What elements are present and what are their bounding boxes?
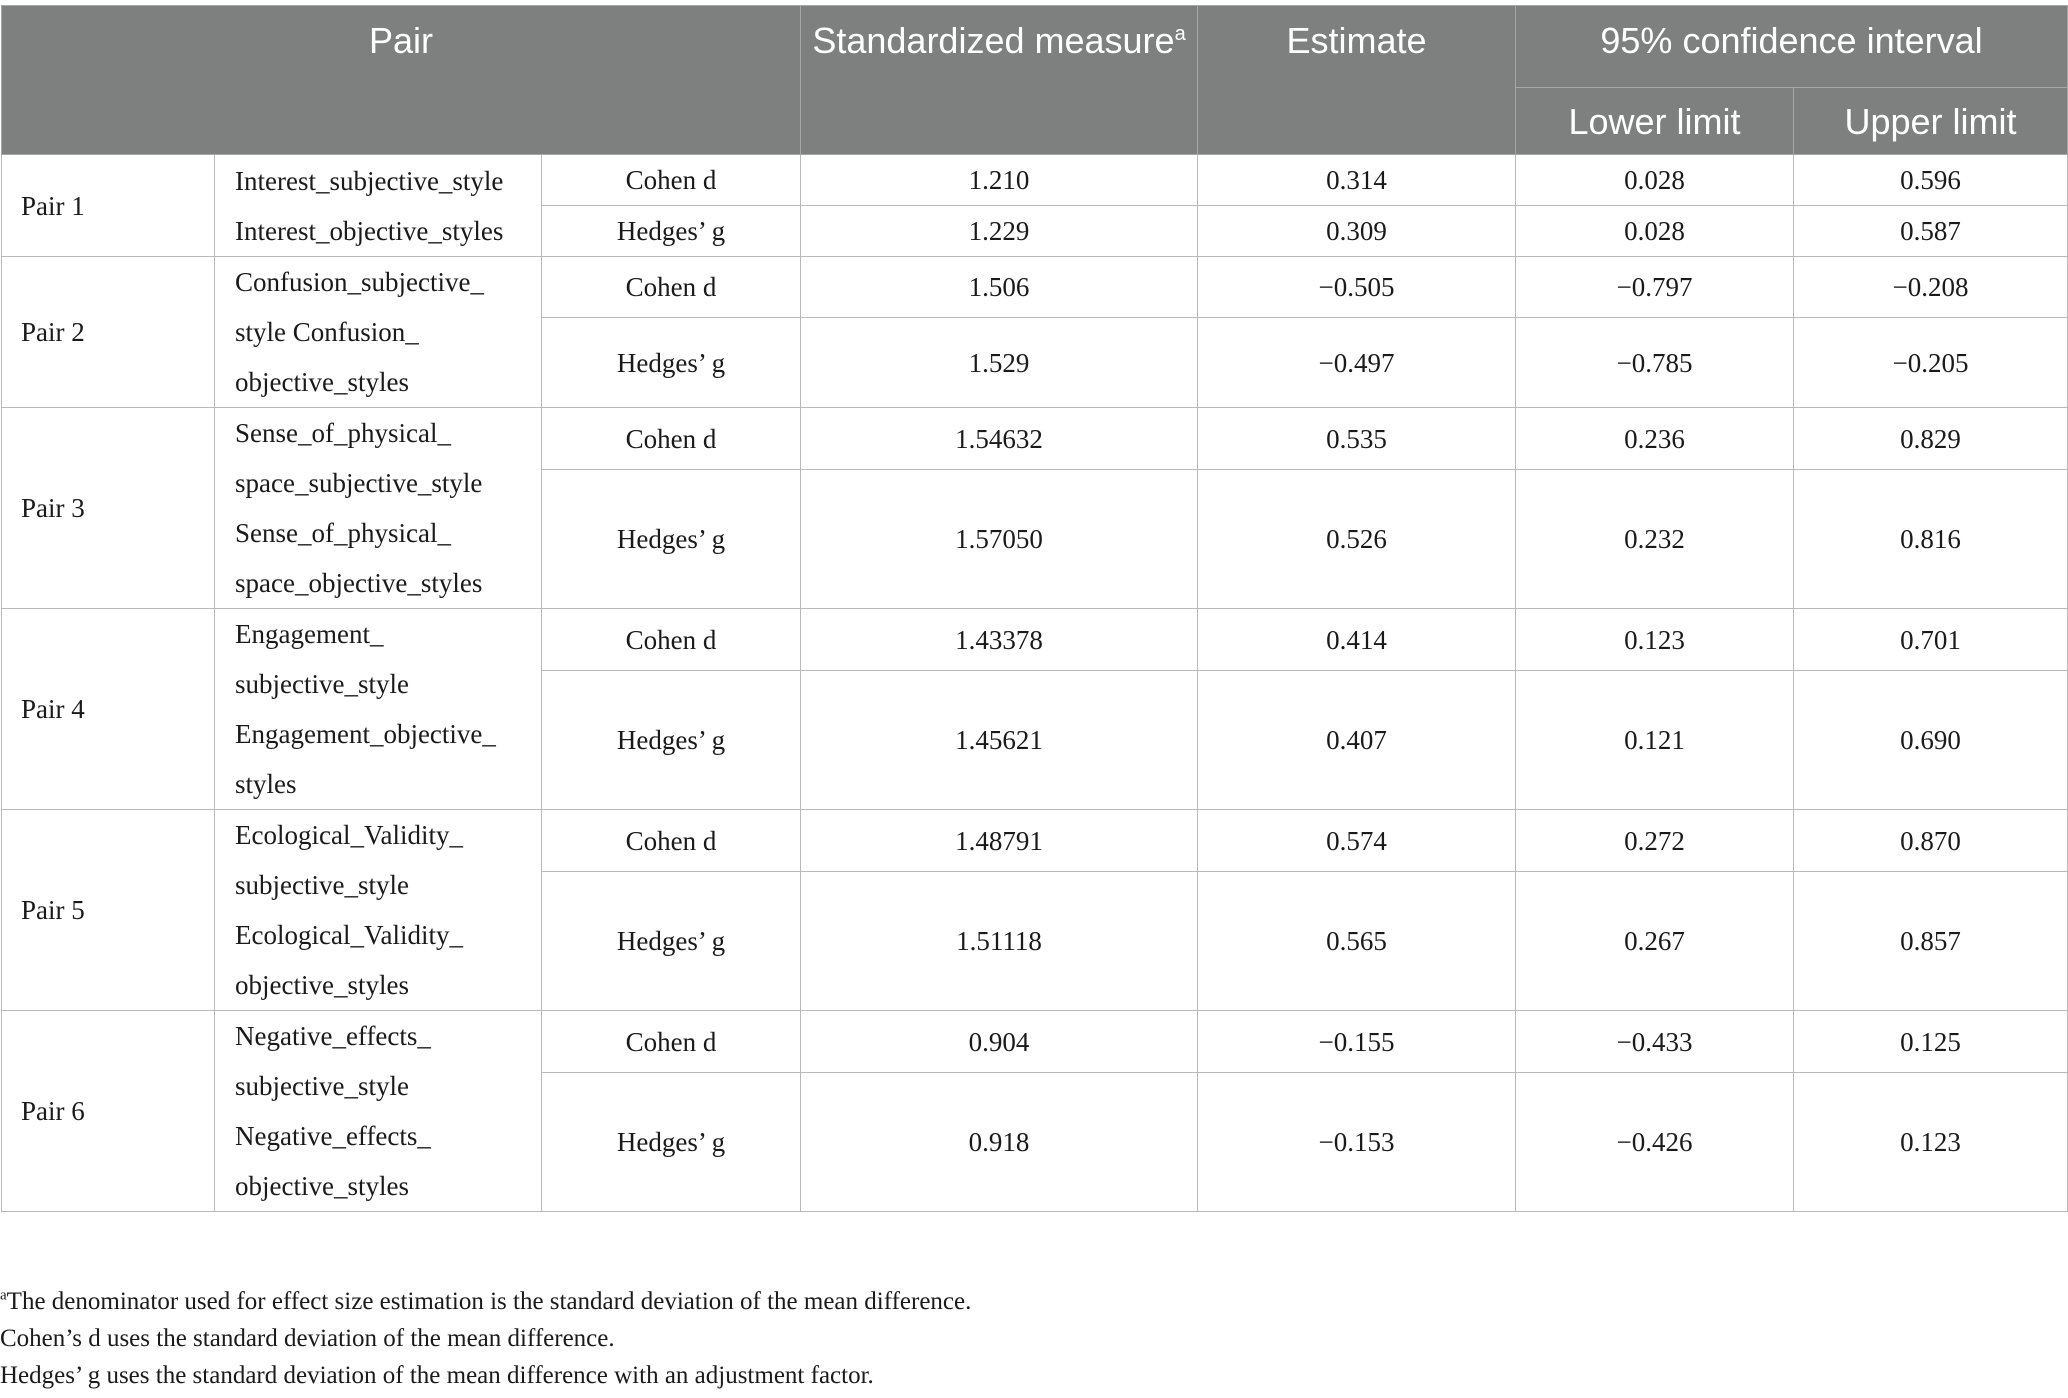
cell-estimate: 0.574: [1198, 810, 1516, 872]
variable-line: Engagement_: [235, 619, 384, 649]
variable-line: objective_styles: [235, 970, 409, 1000]
cell-estimate: −0.153: [1198, 1073, 1516, 1212]
cell-estimate: 0.526: [1198, 470, 1516, 609]
pair-variables: [215, 810, 542, 1011]
pair-variables: [215, 408, 542, 609]
pair-label: Pair 3: [2, 408, 215, 609]
cell-measure: Hedges’ g: [542, 206, 801, 257]
cell-std: 1.54632: [801, 408, 1198, 470]
variable-line: space_objective_styles: [235, 568, 483, 598]
cell-lower: 0.232: [1516, 470, 1794, 609]
cell-measure: Hedges’ g: [542, 671, 801, 810]
table-footnotes: [0, 1283, 971, 1394]
variable-line: style Confusion_: [235, 317, 419, 347]
cell-upper: −0.208: [1794, 257, 2068, 318]
cell-upper: 0.870: [1794, 810, 2068, 872]
cell-estimate: 0.309: [1198, 206, 1516, 257]
variable-line: subjective_style: [235, 669, 409, 699]
cell-std: 0.918: [801, 1073, 1198, 1212]
cell-std: 1.210: [801, 155, 1198, 206]
cell-lower: −0.797: [1516, 257, 1794, 318]
pair-label: Pair 5: [2, 810, 215, 1011]
cell-upper: 0.587: [1794, 206, 2068, 257]
cell-lower: 0.121: [1516, 671, 1794, 810]
header-estimate: Estimate: [1198, 6, 1516, 155]
cell-measure: Cohen d: [542, 155, 801, 206]
pair-label: Pair 1: [2, 155, 215, 257]
cell-std: 1.48791: [801, 810, 1198, 872]
cell-measure: Hedges’ g: [542, 872, 801, 1011]
cell-lower: 0.272: [1516, 810, 1794, 872]
cell-std: 1.506: [801, 257, 1198, 318]
cell-lower: 0.236: [1516, 408, 1794, 470]
pair-variables: [215, 1011, 542, 1212]
cell-std: 1.229: [801, 206, 1198, 257]
variable-line: objective_styles: [235, 367, 409, 397]
variable-line: Sense_of_physical_: [235, 518, 451, 548]
cell-lower: −0.785: [1516, 318, 1794, 408]
cell-estimate: −0.505: [1198, 257, 1516, 318]
cell-measure: Cohen d: [542, 408, 801, 470]
pair-label: Pair 2: [2, 257, 215, 408]
cell-estimate: −0.497: [1198, 318, 1516, 408]
cell-lower: −0.426: [1516, 1073, 1794, 1212]
variable-line: Sense_of_physical_: [235, 418, 451, 448]
header-pair: Pair: [2, 6, 801, 155]
pair-label: Pair 4: [2, 609, 215, 810]
cell-measure: Cohen d: [542, 810, 801, 872]
variable-line: Ecological_Validity_: [235, 820, 463, 850]
cell-measure: Hedges’ g: [542, 1073, 801, 1212]
cell-upper: 0.596: [1794, 155, 2068, 206]
cell-lower: −0.433: [1516, 1011, 1794, 1073]
table-row: [2, 257, 2068, 318]
variable-line: Ecological_Validity_: [235, 920, 463, 950]
footnote-cohen: Cohen’s d uses the standard deviation of the mean difference.: [0, 1325, 615, 1352]
cell-upper: 0.125: [1794, 1011, 2068, 1073]
table-row: [2, 810, 2068, 872]
footnote-a: $^a$The denominator used for effect size estimation is the standard deviation of the mean difference.: [0, 1287, 972, 1315]
cell-std: 0.904: [801, 1011, 1198, 1073]
cell-estimate: 0.565: [1198, 872, 1516, 1011]
variable-line: subjective_style: [235, 1071, 409, 1101]
cell-estimate: −0.155: [1198, 1011, 1516, 1073]
table-body: [2, 155, 2068, 1212]
cell-measure: Hedges’ g: [542, 318, 801, 408]
cell-upper: 0.816: [1794, 470, 2068, 609]
cell-measure: Cohen d: [542, 257, 801, 318]
header-standardized-measure: Standardized measure$^a$: [801, 6, 1198, 155]
table-row: [2, 609, 2068, 671]
cell-estimate: 0.535: [1198, 408, 1516, 470]
cell-std: 1.529: [801, 318, 1198, 408]
cell-estimate: 0.407: [1198, 671, 1516, 810]
effect-size-table: [1, 5, 2068, 1212]
variable-line: objective_styles: [235, 1171, 409, 1201]
variable-line: subjective_style: [235, 870, 409, 900]
cell-std: 1.43378: [801, 609, 1198, 671]
cell-lower: 0.267: [1516, 872, 1794, 1011]
variable-line: Negative_effects_: [235, 1121, 431, 1151]
table-header: [2, 6, 2068, 155]
cell-lower: 0.028: [1516, 206, 1794, 257]
pair-label: Pair 6: [2, 1011, 215, 1212]
cell-measure: Hedges’ g: [542, 470, 801, 609]
header-confidence-interval: 95% confidence interval: [1516, 6, 2068, 88]
cell-estimate: 0.314: [1198, 155, 1516, 206]
header-lower-limit: Lower limit: [1516, 88, 1794, 155]
variable-line: Interest_objective_styles: [235, 215, 504, 246]
cell-upper: 0.857: [1794, 872, 2068, 1011]
cell-lower: 0.028: [1516, 155, 1794, 206]
cell-measure: Cohen d: [542, 1011, 801, 1073]
effect-size-table-container: [1, 5, 2067, 1212]
cell-upper: 0.123: [1794, 1073, 2068, 1212]
cell-upper: 0.690: [1794, 671, 2068, 810]
cell-std: 1.51118: [801, 872, 1198, 1011]
table-row: [2, 408, 2068, 470]
pair-variables: [215, 155, 542, 257]
variable-line: Engagement_objective_: [235, 719, 496, 749]
variable-line: Interest_subjective_style: [235, 165, 504, 196]
variable-line: Confusion_subjective_: [235, 267, 484, 297]
variable-line: styles: [235, 769, 297, 799]
table-row: [2, 155, 2068, 206]
cell-upper: 0.701: [1794, 609, 2068, 671]
pair-variables: [215, 257, 542, 408]
cell-estimate: 0.414: [1198, 609, 1516, 671]
cell-upper: 0.829: [1794, 408, 2068, 470]
cell-lower: 0.123: [1516, 609, 1794, 671]
cell-upper: −0.205: [1794, 318, 2068, 408]
cell-measure: Cohen d: [542, 609, 801, 671]
cell-std: 1.45621: [801, 671, 1198, 810]
cell-std: 1.57050: [801, 470, 1198, 609]
variable-line: Negative_effects_: [235, 1021, 431, 1051]
header-upper-limit: Upper limit: [1794, 88, 2068, 155]
table-row: [2, 1011, 2068, 1073]
footnote-hedges: Hedges’ g uses the standard deviation of the mean difference with an adjustment factor.: [0, 1362, 874, 1389]
variable-line: space_subjective_style: [235, 468, 483, 498]
footnote-marker: a: [1174, 23, 1186, 45]
pair-variables: [215, 609, 542, 810]
